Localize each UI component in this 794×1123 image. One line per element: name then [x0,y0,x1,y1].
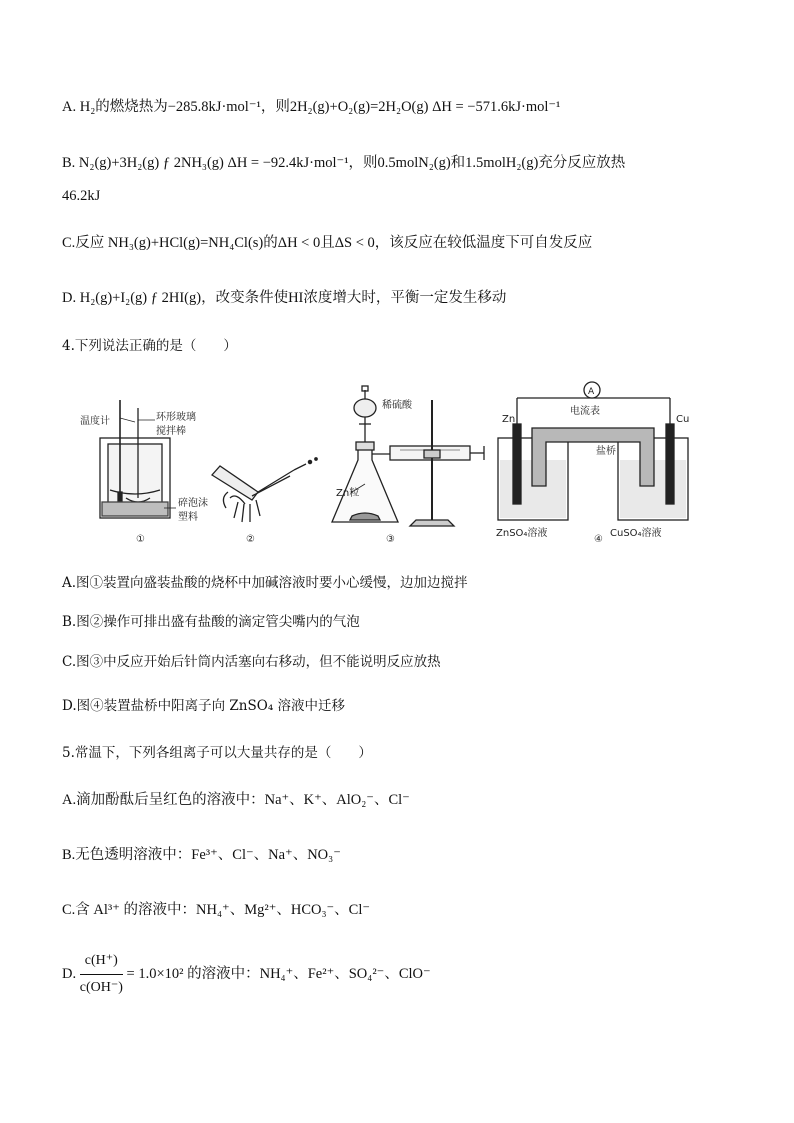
q5-option-b: B.无色透明溶液中：Fe³⁺、Cl⁻、Na⁺、NO₃⁻ [62,847,341,863]
galvanic-cell-figure [498,382,688,520]
label-fig4: ④ [594,534,603,545]
q5-option-d-rest: = 1.0×10² 的溶液中：NH₄⁺、Fe²⁺、SO₄²⁻、ClO⁻ [126,965,431,982]
label-fig2: ② [246,534,255,545]
q4-option-c: C.图③中反应开始后针筒内活塞向右移动，但不能说明反应放热 [62,654,441,670]
label-stirrer-2: 搅拌棒 [156,426,186,437]
label-fig1: ① [136,534,145,545]
q5-option-d-prefix: D. [62,965,77,982]
q3-option-b-line2: 46.2kJ [62,188,101,204]
q5-option-c: C.含 Al³⁺ 的溶液中：NH₄⁺、Mg²⁺、HCO₃⁻、Cl⁻ [62,902,371,918]
label-acid: 稀硫酸 [382,400,412,411]
label-foam-2: 塑料 [178,512,198,523]
label-foam-1: 碎泡沫 [178,498,208,509]
q4-option-b: B.图②操作可排出盛有盐酸的滴定管尖嘴内的气泡 [62,614,360,630]
label-cuso4: CuSO₄溶液 [610,528,662,539]
q4-stem: 4.下列说法正确的是（ ） [62,338,237,354]
q3-option-b-line1: B. N₂(g)+3H₂(g) ƒ 2NH₃(g) ΔH = −92.4kJ·mol⁻¹，则0.5molN₂(g)和1.5molH₂(g)充分反应放热 [62,155,626,171]
q4-option-a: A.图①装置向盛装盐酸的烧杯中加碱溶液时要小心缓慢，边加边搅拌 [62,575,468,591]
label-ammeter-text: 电流表 [570,406,600,417]
q5-stem: 5.常温下，下列各组离子可以大量共存的是（ ） [62,745,372,761]
label-ammeter: A [588,387,595,397]
label-salt-bridge: 盐桥 [596,446,616,457]
q3-option-c: C.反应 NH₃(g)+HCl(g)=NH₄Cl(s)的ΔH < 0且ΔS < 0，该反应在较低温度下可自发反应 [62,235,593,251]
q5-option-a: A.滴加酚酞后呈红色的溶液中：Na⁺、K⁺、AlO₂⁻、Cl⁻ [62,792,410,808]
label-zn-granule: Zn粒 [336,488,360,499]
label-thermometer: 温度计 [80,416,110,427]
fraction-denominator: c(OH⁻) [79,980,123,995]
q3-option-d: D. H₂(g)+I₂(g) ƒ 2HI(g)，改变条件使HI浓度增大时，平衡一定发生移动 [62,290,507,306]
q5-option-d-fraction [80,950,123,999]
q4-apparatus-figure [80,380,760,548]
label-zn: Zn [502,414,516,425]
label-fig3: ③ [386,534,395,545]
label-cu: Cu [676,414,690,425]
label-stirrer-1: 环形玻璃 [156,412,196,423]
q4-option-d: D.图④装置盐桥中阳离子向 ZnSO₄ 溶液中迁移 [62,698,346,714]
fraction-numerator: c(H⁺) [80,950,123,975]
label-znso4: ZnSO₄溶液 [496,528,548,539]
burette-figure [212,458,317,522]
q5-option-d [62,950,431,999]
q3-option-a: A. H₂的燃烧热为−285.8kJ·mol⁻¹，则2H₂(g)+O₂(g)=2H₂O(g) ΔH = −571.6kJ·mol⁻¹ [62,99,561,115]
